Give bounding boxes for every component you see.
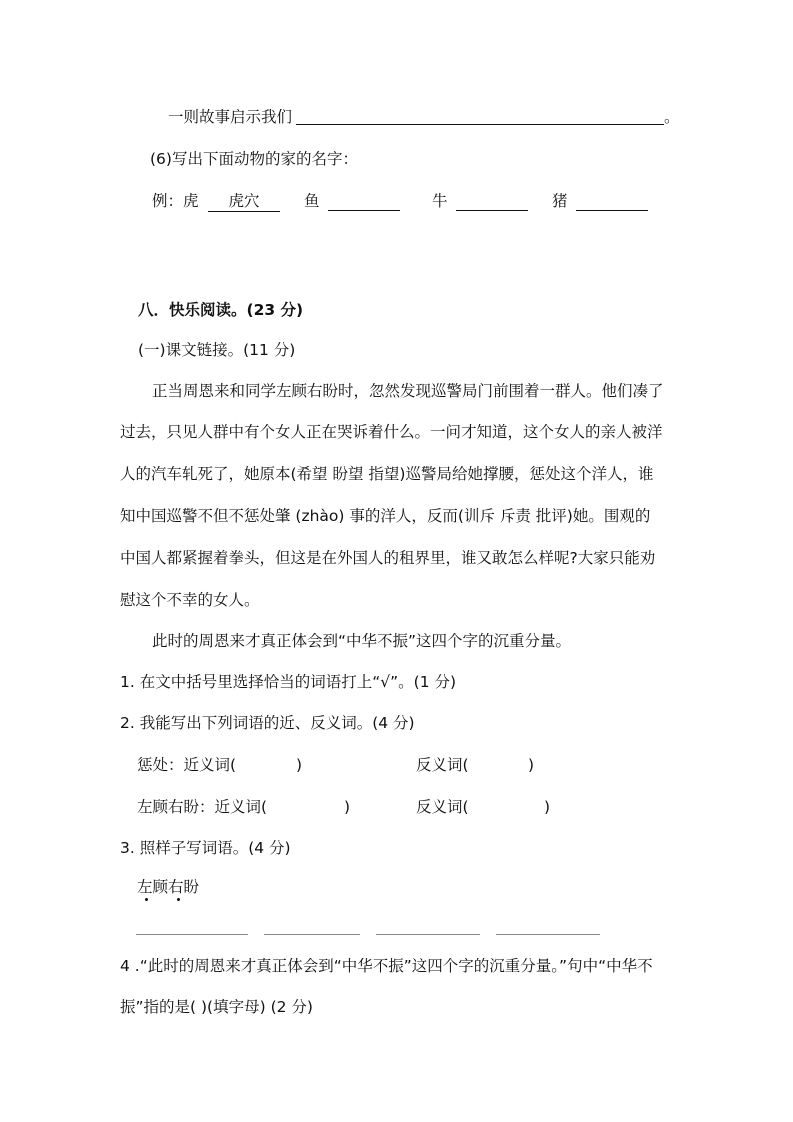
- q6-example-answer: 虎穴: [208, 191, 280, 212]
- part1-title: (一)课文链接。(11 分): [138, 341, 296, 359]
- question-2: 2. 我能写出下列词语的近、反义词。(4 分): [120, 714, 415, 732]
- q2-row2-antonym-label: 反义词(: [416, 798, 469, 816]
- question-4-line-2: 振”指的是( )(填字母) (2 分): [120, 998, 313, 1016]
- q2-row1-synonym-close: ): [296, 756, 303, 774]
- passage-line-5: 中国人都紧握着拳头，但这是在外国人的租界里，谁又敢怎么样呢?大家只能劝: [120, 549, 656, 567]
- q6-animal-fish: 鱼: [304, 192, 320, 210]
- passage-line-7: 此时的周恩来才真正体会到“中华不振”这四个字的沉重分量。: [152, 632, 572, 650]
- q3-answer-blank-4[interactable]: [496, 934, 600, 935]
- passage-line-6: 慰这个不幸的女人。: [120, 591, 260, 609]
- question-3: 3. 照样子写词语。(4 分): [120, 839, 291, 857]
- q5-answer-line[interactable]: [296, 124, 664, 125]
- q3-answer-blank-2[interactable]: [264, 934, 360, 935]
- q6-example-label: 例：虎: [152, 192, 199, 210]
- q2-row1-antonym-close: ): [528, 756, 535, 774]
- q6-fish-answer-line[interactable]: [328, 210, 400, 211]
- passage-line-4: 知中国巡警不但不惩处肇 (zhào) 事的洋人，反而(训斥 斥责 批评)她。围观的: [120, 507, 651, 525]
- q2-row1-antonym-label: 反义词(: [416, 756, 469, 774]
- question-4-line-1: 4 .“此时的周恩来才真正体会到“中华不振”这四个字的沉重分量。”句中“中华不: [120, 957, 653, 975]
- q3-example-word: 左顾右盼: [137, 878, 200, 896]
- q6-pig-answer-line[interactable]: [576, 210, 648, 211]
- q3-answer-blank-3[interactable]: [376, 934, 480, 935]
- emphasis-dot: [145, 898, 148, 901]
- passage-line-3: 人的汽车轧死了，她原本(希望 盼望 指望)巡警局给她撑腰，惩处这个洋人，谁: [120, 465, 654, 483]
- q6-animal-pig: 猪: [552, 192, 568, 210]
- q5-story-lesson-prompt: 一则故事启示我们: [168, 108, 293, 126]
- emphasis-dot: [177, 898, 180, 901]
- q3-answer-blank-1[interactable]: [136, 934, 248, 935]
- q6-cow-answer-line[interactable]: [456, 210, 528, 211]
- section8-title: 八．快乐阅读。(23 分): [138, 301, 304, 319]
- q2-row2-synonym-close: ): [344, 798, 351, 816]
- passage-line-2: 过去，只见人群中有个女人正在哭诉着什么。一问才知道，这个女人的亲人被洋: [120, 423, 663, 441]
- passage-line-1: 正当周恩来和同学左顾右盼时，忽然发现巡警局门前围着一群人。他们凑了: [152, 382, 664, 400]
- q5-end-period: 。: [664, 108, 680, 126]
- question-1: 1. 在文中括号里选择恰当的词语打上“√”。(1 分): [120, 673, 457, 691]
- q2-row2-synonym-label: 左顾右盼：近义词(: [137, 798, 268, 816]
- q2-row1-synonym-label: 惩处：近义词(: [137, 756, 237, 774]
- q6-animal-cow: 牛: [432, 192, 448, 210]
- q2-row2-antonym-close: ): [544, 798, 551, 816]
- q6-title: (6)写出下面动物的家的名字：: [150, 150, 358, 168]
